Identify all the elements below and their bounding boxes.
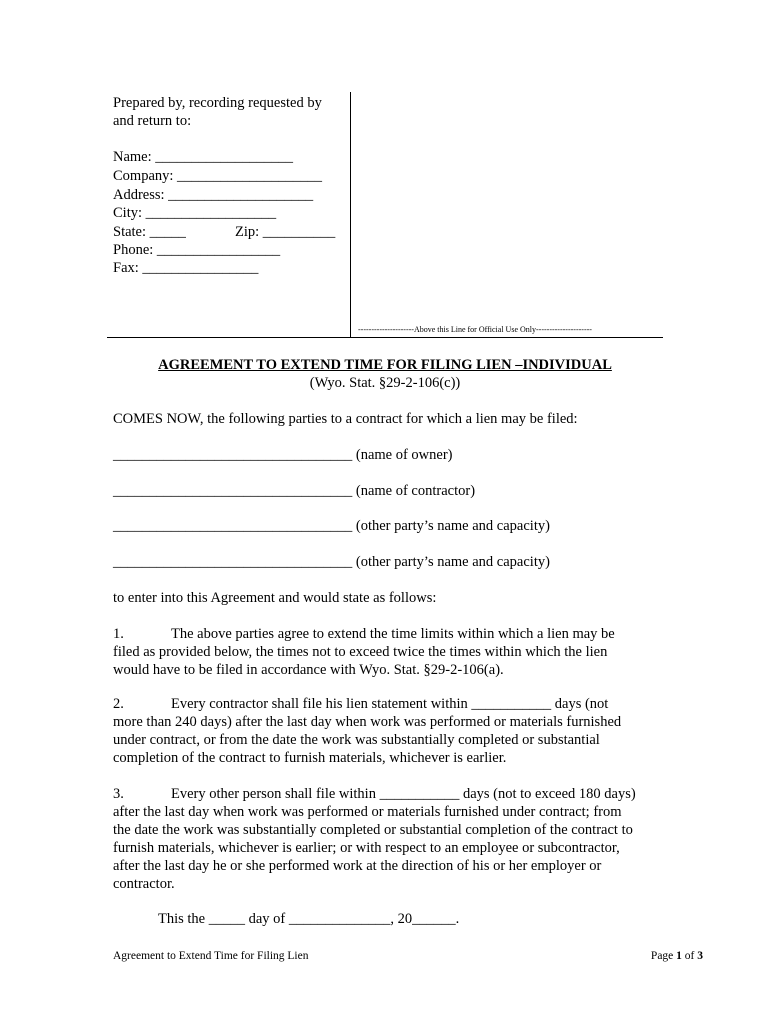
header-vertical-divider — [350, 92, 351, 338]
official-use-label: ---------------------Above this Line for Official Use Only--------------------- — [358, 325, 592, 334]
page-prefix: Page — [650, 950, 677, 962]
date-line-field[interactable]: This the _____ day of ______________, 20______. — [158, 911, 460, 927]
paragraph-line[interactable]: Every contractor shall file his lien statement within ___________ days (not — [171, 696, 609, 712]
paragraph-1 — [113, 625, 661, 679]
party-owner-field[interactable]: _________________________________ (name of owner) — [113, 447, 453, 463]
header-horizontal-divider — [107, 337, 663, 338]
phone-field[interactable]: Phone: _________________ — [113, 242, 281, 258]
page-total: 3 — [697, 950, 703, 962]
fax-field[interactable]: Fax: ________________ — [113, 260, 259, 276]
document-title: AGREEMENT TO EXTEND TIME FOR FILING LIEN –INDIVIDUAL — [158, 357, 612, 373]
paragraph-line: completion of the contract to furnish materials, whichever is earlier. — [113, 750, 507, 766]
name-field[interactable]: Name: ___________________ — [113, 149, 294, 165]
paragraph-line[interactable]: Every other person shall file within ___________ days (not to exceed 180 days) — [171, 786, 636, 802]
paragraph-line: furnish materials, whichever is earlier; or with respect to an employee or subcontractor, — [113, 840, 620, 856]
party-contractor-field[interactable]: _________________________________ (name of contractor) — [113, 483, 476, 499]
paragraph-line: filed as provided below, the times not to exceed twice the times within which the lien — [113, 644, 608, 660]
company-field[interactable]: Company: ____________________ — [113, 168, 323, 184]
paragraph-line: after the last day he or she performed work at the direction of his or her employer or — [113, 858, 602, 874]
paragraph-line: under contract, or from the date the work was substantially completed or substantial — [113, 732, 600, 748]
address-field[interactable]: Address: ____________________ — [113, 187, 314, 203]
document-subtitle: (Wyo. Stat. §29-2-106(c)) — [309, 375, 461, 391]
paragraph-number: 3. — [113, 786, 124, 802]
state-field[interactable]: State: _____ — [113, 224, 186, 240]
page-number: 1 — [676, 950, 682, 962]
paragraph-line: the date the work was substantially completed or substantial completion of the contract to — [113, 822, 633, 838]
city-field[interactable]: City: __________________ — [113, 205, 277, 221]
paragraph-3 — [113, 785, 661, 893]
page-of: of — [681, 950, 698, 962]
paragraph-number: 1. — [113, 626, 124, 642]
party-other-field-2[interactable]: _________________________________ (other party’s name and capacity) — [113, 554, 550, 570]
paragraph-line: The above parties agree to extend the time limits within which a lien may be — [171, 626, 615, 642]
paragraph-2 — [113, 695, 661, 767]
prepared-by-line-2: and return to: — [113, 113, 192, 129]
page-indicator — [651, 949, 703, 963]
intro-text: COMES NOW, the following parties to a contract for which a lien may be filed: — [113, 411, 578, 427]
prepared-by-line-1: Prepared by, recording requested by — [113, 95, 322, 111]
enter-agreement-text: to enter into this Agreement and would state as follows: — [113, 590, 437, 606]
zip-field[interactable]: Zip: __________ — [235, 224, 336, 240]
paragraph-line: contractor. — [113, 876, 175, 892]
footer-document-name: Agreement to Extend Time for Filing Lien — [113, 950, 309, 962]
paragraph-number: 2. — [113, 696, 124, 712]
paragraph-line: more than 240 days) after the last day when work was performed or materials furnished — [113, 714, 622, 730]
party-other-field-1[interactable]: _________________________________ (other party’s name and capacity) — [113, 518, 550, 534]
paragraph-line: would have to be filed in accordance with Wyo. Stat. §29-2-106(a). — [113, 662, 504, 678]
paragraph-line: after the last day when work was performed or materials furnished under contract; from — [113, 804, 622, 820]
